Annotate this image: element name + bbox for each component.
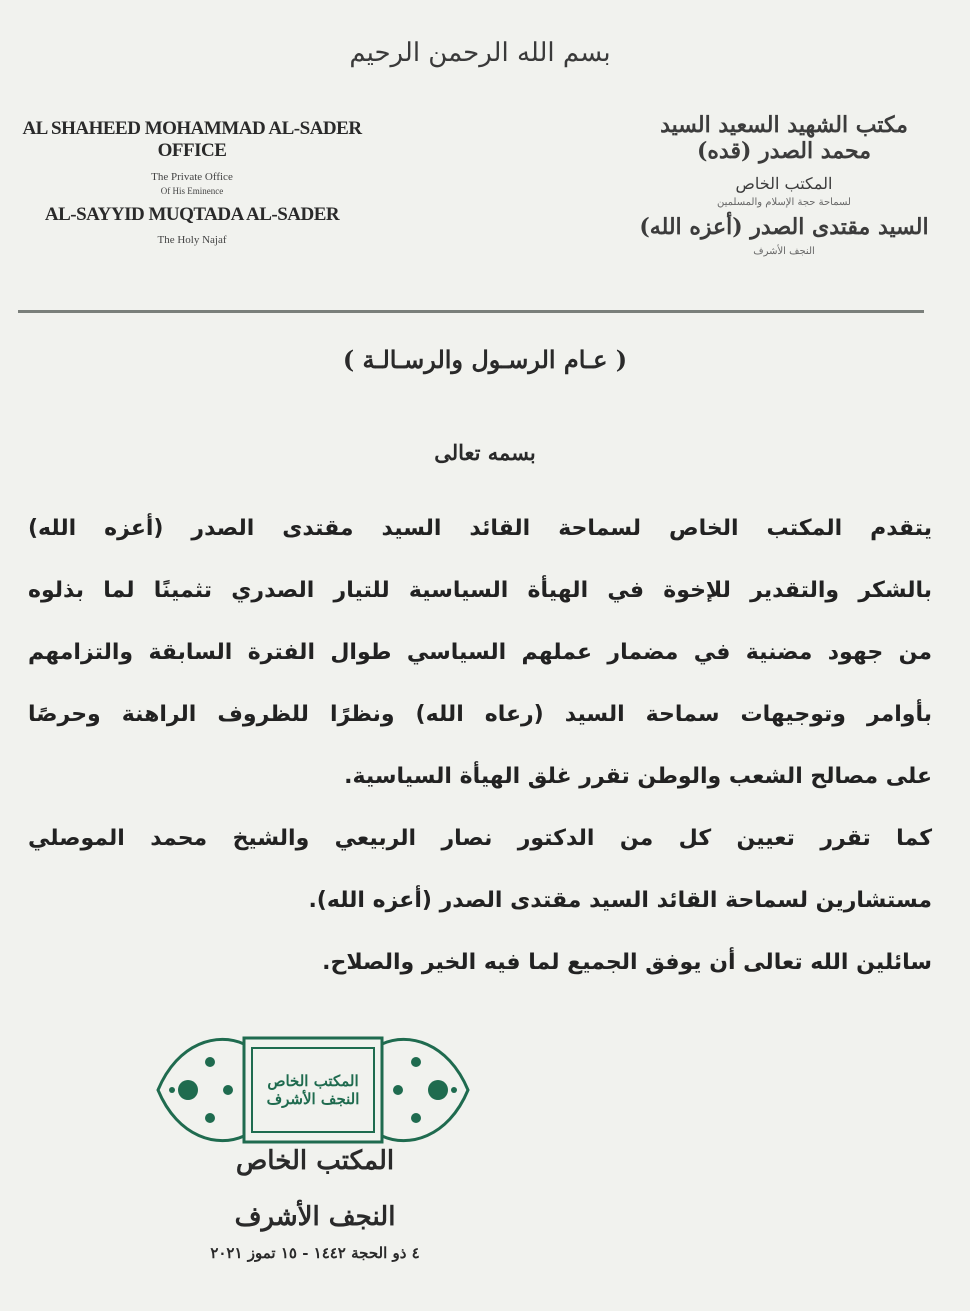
body-line: من جهود مضنية في مضمار عملهم السياسي طوال الفترة السابقة والتزامهم xyxy=(28,640,932,665)
seal-text xyxy=(248,1072,378,1108)
office-name-en: AL SHAHEED MOHAMMAD AL-SADER OFFICE xyxy=(22,118,362,161)
city-en: The Holy Najaf xyxy=(157,234,227,246)
letterhead-arabic xyxy=(634,112,934,257)
private-office-ar: المكتب الخاص xyxy=(735,174,833,193)
sayyid-name-en: AL-SAYYID MUQTADA AL-SADER xyxy=(44,204,340,225)
invocation: بسمه تعالى xyxy=(434,440,536,465)
city-ar-small: النجف الأشرف xyxy=(753,246,815,257)
sayyid-name-ar: السيد مقتدى الصدر (أعزه الله) xyxy=(639,214,929,240)
seal-line-1: المكتب الخاص xyxy=(267,1072,359,1090)
body-line: كما تقرر تعيين كل من الدكتور نصار الربيعي والشيخ محمد الموصلي xyxy=(28,826,932,851)
signature-office: المكتب الخاص xyxy=(235,1146,395,1176)
honorific-ar: لسماحة حجة الإسلام والمسلمين xyxy=(717,197,851,208)
body-line: بالشكر والتقدير للإخوة في الهيأة السياسية للتيار الصدري تثمينًا لما بذلوه xyxy=(28,578,932,603)
signature-city: النجف الأشرف xyxy=(234,1202,396,1232)
body-line: سائلين الله تعالى أن يوفق الجميع لما فيه الخير والصلاح. xyxy=(322,950,932,975)
seal-line-2: النجف الأشرف xyxy=(266,1090,360,1108)
header-divider xyxy=(18,310,924,313)
private-office-line-2: Of His Eminence xyxy=(160,186,224,196)
letter-title: ( عـام الرسـول والرسـالـة ) xyxy=(342,345,628,374)
office-name-ar: مكتب الشهيد السعيد السيد محمد الصدر (قده) xyxy=(660,112,908,164)
body-line: مستشارين لسماحة القائد السيد مقتدى الصدر (أعزه الله). xyxy=(308,888,932,913)
basmala: بسم الله الرحمن الرحيم xyxy=(349,38,611,68)
private-office-en xyxy=(12,170,372,198)
letter-date: ٤ ذو الحجة ١٤٤٢ - ١٥ تموز ٢٠٢١ xyxy=(210,1244,420,1262)
body-line: بأوامر وتوجيهات سماحة السيد (رعاه الله) ونظرًا للظروف الراهنة وحرصًا xyxy=(28,702,932,727)
private-office-line-1: The Private Office xyxy=(151,171,233,183)
office-seal xyxy=(148,1022,478,1158)
body-line: يتقدم المكتب الخاص لسماحة القائد السيد مقتدى الصدر (أعزه الله) xyxy=(28,516,932,541)
body-line: على مصالح الشعب والوطن تقرر غلق الهيأة السياسية. xyxy=(344,764,932,789)
letter-body xyxy=(28,498,932,994)
letterhead-english xyxy=(12,118,372,246)
